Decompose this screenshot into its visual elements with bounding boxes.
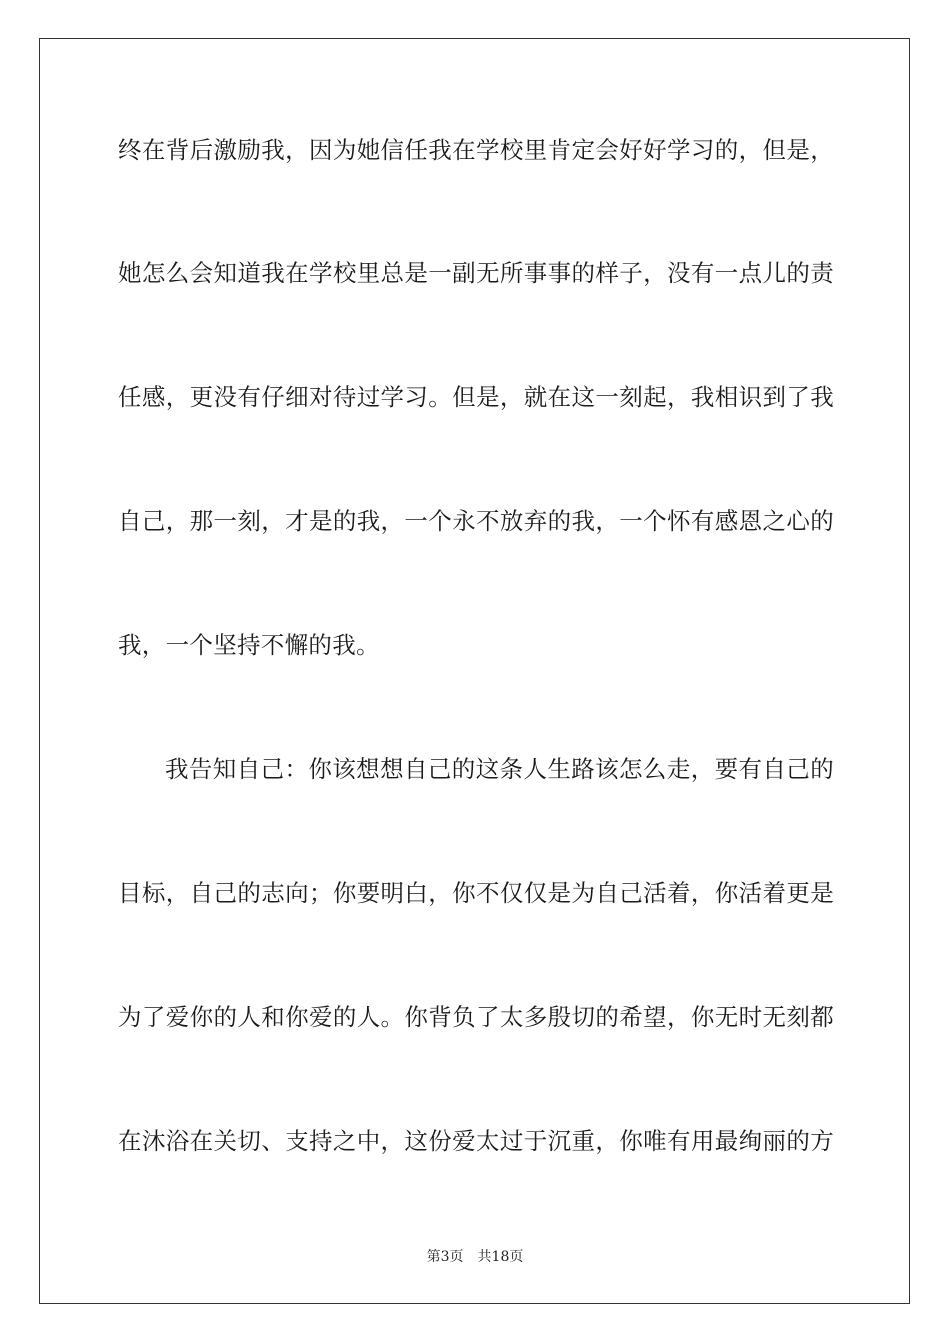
page-footer — [0, 1248, 950, 1266]
page-number-current: 第3页 — [426, 1249, 464, 1265]
body-line-9: 在沐浴在关切、支持之中，这份爱太过于沉重，你唯有用最绚丽的方 — [118, 1127, 834, 1155]
body-line-2: 她怎么会知道我在学校里总是一副无所事事的样子，没有一点儿的责 — [118, 259, 834, 287]
body-line-3: 任感，更没有仔细对待过学习。但是，就在这一刻起，我相识到了我 — [118, 383, 834, 411]
body-line-6: 我告知自己：你该想想自己的这条人生路该怎么走，要有自己的 — [165, 755, 834, 783]
page-frame — [39, 38, 910, 1304]
body-line-7: 目标，自己的志向；你要明白，你不仅仅是为自己活着，你活着更是 — [118, 879, 834, 907]
body-line-8: 为了爱你的人和你爱的人。你背负了太多殷切的希望，你无时无刻都 — [118, 1003, 834, 1031]
page-number-total: 共18页 — [477, 1249, 524, 1265]
body-line-4: 自己，那一刻，才是的我，一个永不放弃的我，一个怀有感恩之心的 — [118, 507, 834, 535]
body-line-1: 终在背后激励我，因为她信任我在学校里肯定会好好学习的，但是， — [118, 136, 834, 164]
body-line-5: 我，一个坚持不懈的我。 — [118, 631, 380, 659]
